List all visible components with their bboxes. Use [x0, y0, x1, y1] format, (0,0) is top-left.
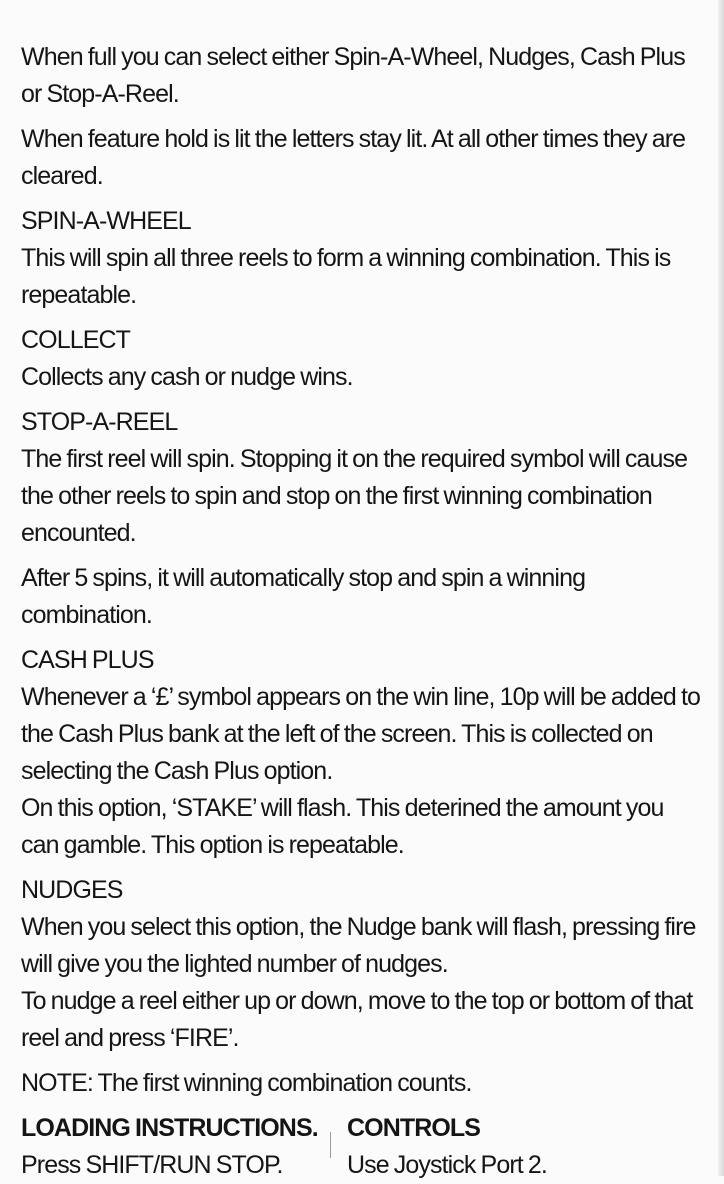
controls-text: Use Joystick Port 2.	[347, 1151, 547, 1179]
stop-a-reel-heading: STOP-A-REEL	[21, 408, 178, 436]
intro-paragraph-2: When feature hold is lit the letters stay lit. At all other times they are cleared.	[21, 125, 686, 190]
section-nudges	[21, 872, 701, 1057]
footer-divider	[330, 1132, 331, 1158]
section-spin-a-wheel	[21, 203, 701, 314]
cash-plus-text: Whenever a ‘£’ symbol appears on the win line, 10p will be added to the Cash Plus bank at the left of the screen. This is collected on selecting the Cash Plus option.	[21, 683, 700, 785]
spin-a-wheel-heading: SPIN-A-WHEEL	[21, 207, 191, 235]
loading-text: Press SHIFT/RUN STOP.	[21, 1151, 283, 1179]
cash-plus-heading: CASH PLUS	[21, 646, 154, 674]
page-edge-shadow	[718, 0, 724, 1176]
section-collect	[21, 322, 701, 396]
collect-text: Collects any cash or nudge wins.	[21, 363, 353, 391]
collect-heading: COLLECT	[21, 326, 131, 354]
stop-a-reel-text-2: After 5 spins, it will automatically stop and spin a winning combination.	[21, 564, 586, 629]
nudges-heading: NUDGES	[21, 876, 123, 904]
note-text: NOTE: The first winning combination counts.	[21, 1069, 472, 1097]
nudges-text: When you select this option, the Nudge bank will flash, pressing fire will give you the lighted number of nudges.	[21, 913, 696, 978]
spin-a-wheel-text: This will spin all three reels to form a winning combination. This is repeatable.	[21, 244, 671, 309]
controls-title: CONTROLS	[347, 1114, 481, 1142]
intro-paragraph-1: When full you can select either Spin-A-Wheel, Nudges, Cash Plus or Stop-A-Reel.	[21, 43, 685, 108]
section-stop-a-reel	[21, 404, 701, 552]
nudges-text-2: To nudge a reel either up or down, move to the top or bottom of that reel and press ‘FIRE’.	[21, 987, 693, 1052]
cash-plus-text-2: On this option, ‘STAKE’ will flash. This deterined the amount you can gamble. This option is repeatable.	[21, 794, 664, 859]
loading-instructions	[21, 1110, 347, 1184]
stop-a-reel-text: The first reel will spin. Stopping it on the required symbol will cause the other reels to spin and stop on the first winning combination encounted.	[21, 445, 688, 547]
footer-instructions	[21, 1110, 701, 1184]
section-cash-plus	[21, 642, 701, 864]
manual-content	[21, 39, 701, 1184]
loading-title: LOADING INSTRUCTIONS.	[21, 1114, 318, 1142]
controls-instructions	[347, 1110, 547, 1184]
